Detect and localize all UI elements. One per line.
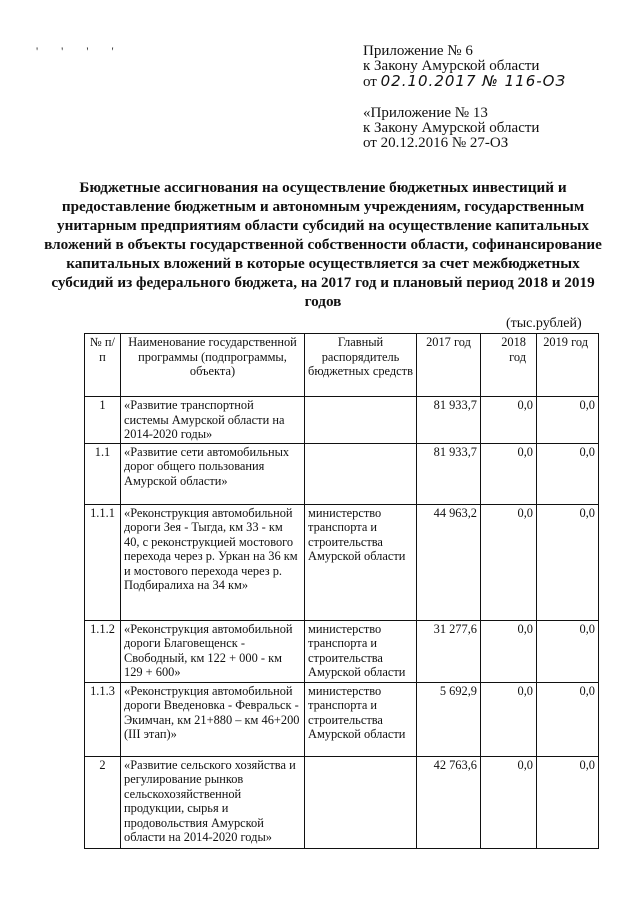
- row-2018: 0,0: [481, 397, 537, 444]
- row-manager: министерство транспорта и строительства Амурской области: [305, 504, 417, 620]
- appendix-number: Приложение № 6: [363, 43, 473, 59]
- date-prefix: от: [363, 74, 377, 90]
- unit-label: (тыс.рублей): [506, 316, 582, 331]
- col-name-header: Наименование государственной программы (подпрограммы, объекта): [121, 334, 305, 397]
- table-row: [85, 397, 599, 444]
- row-2019: 0,0: [537, 620, 599, 682]
- row-name: «Реконструкция автомобильной дороги Благовещенск - Свободный, км 122 + 000 - км 129 + 600»: [121, 620, 305, 682]
- row-manager: министерство транспорта и строительства Амурской области: [305, 620, 417, 682]
- row-num: 2: [85, 756, 121, 848]
- row-manager: министерство транспорта и строительства Амурской области: [305, 682, 417, 756]
- col-2019-header: 2019 год: [537, 334, 599, 397]
- col-num-header: № п/п: [85, 334, 121, 397]
- original-law-date: от 20.12.2016 № 27-ОЗ: [363, 135, 509, 151]
- col-manager-header: Главный распорядитель бюджетных средств: [305, 334, 417, 397]
- row-2017: 81 933,7: [417, 443, 481, 504]
- table-row: [85, 443, 599, 504]
- row-name: «Развитие транспортной системы Амурской области на 2014-2020 годы»: [121, 397, 305, 444]
- row-manager: [305, 756, 417, 848]
- table-row: [85, 756, 599, 848]
- table-row: [85, 504, 599, 620]
- appendix-header: [363, 44, 566, 151]
- row-num: 1.1.2: [85, 620, 121, 682]
- row-name: «Реконструкция автомобильной дороги Зея - Тыгда, км 33 - км 40, с реконструкцией мостового перехода через р. Уркан на 36 км и мостового перехода через р. Подбиралиха на 34 км»: [121, 504, 305, 620]
- scan-marks: ' ' ' ': [36, 44, 124, 58]
- row-name: «Развитие сети автомобильных дорог общего пользования Амурской области»: [121, 443, 305, 504]
- budget-table: [84, 333, 599, 849]
- row-2018: 0,0: [481, 443, 537, 504]
- col-2017-header: 2017 год: [417, 334, 481, 397]
- original-law-reference: к Закону Амурской области: [363, 120, 540, 136]
- row-2017: 31 277,6: [417, 620, 481, 682]
- row-num: 1.1: [85, 443, 121, 504]
- table-row: [85, 682, 599, 756]
- law-reference: к Закону Амурской области: [363, 58, 540, 74]
- row-2017: 42 763,6: [417, 756, 481, 848]
- law-date-line: [363, 74, 566, 90]
- row-2018: 0,0: [481, 682, 537, 756]
- row-2019: 0,0: [537, 682, 599, 756]
- row-2018: 0,0: [481, 620, 537, 682]
- row-name: «Реконструкция автомобильной дороги Введеновка - Февральск - Экимчан, км 21+880 – км 46+200 (III этап)»: [121, 682, 305, 756]
- row-2019: 0,0: [537, 756, 599, 848]
- table-header-row: [85, 334, 599, 397]
- row-2018: 0,0: [481, 504, 537, 620]
- row-num: 1: [85, 397, 121, 444]
- col-2018-header: 2018 год: [481, 334, 537, 397]
- row-2019: 0,0: [537, 504, 599, 620]
- original-appendix-number: «Приложение № 13: [363, 105, 488, 121]
- row-num: 1.1.1: [85, 504, 121, 620]
- row-name: «Развитие сельского хозяйства и регулирование рынков сельскохозяйственной продукции, сырья и продовольствия Амурской области на 2014-2020 годы»: [121, 756, 305, 848]
- row-2017: 44 963,2: [417, 504, 481, 620]
- row-2017: 81 933,7: [417, 397, 481, 444]
- row-manager: [305, 397, 417, 444]
- row-2019: 0,0: [537, 397, 599, 444]
- row-2017: 5 692,9: [417, 682, 481, 756]
- table-row: [85, 620, 599, 682]
- row-2019: 0,0: [537, 443, 599, 504]
- document-title: Бюджетные ассигнования на осуществление бюджетных инвестиций и предоставление бюджетным и автономным учреждениям, государственным унитарным предприятиям области субсидий на осуществление капитальных вложений в объекты государственной собственности области, софинансирование капитальных вложений в которые осуществляется за счет межбюджетных субсидий из федерального бюджета, на 2017 год и плановый период 2018 и 2019 годов: [44, 179, 602, 310]
- row-num: 1.1.3: [85, 682, 121, 756]
- row-manager: [305, 443, 417, 504]
- row-2018: 0,0: [481, 756, 537, 848]
- handwritten-date: 02.10.2017 № 116-ОЗ: [380, 72, 567, 90]
